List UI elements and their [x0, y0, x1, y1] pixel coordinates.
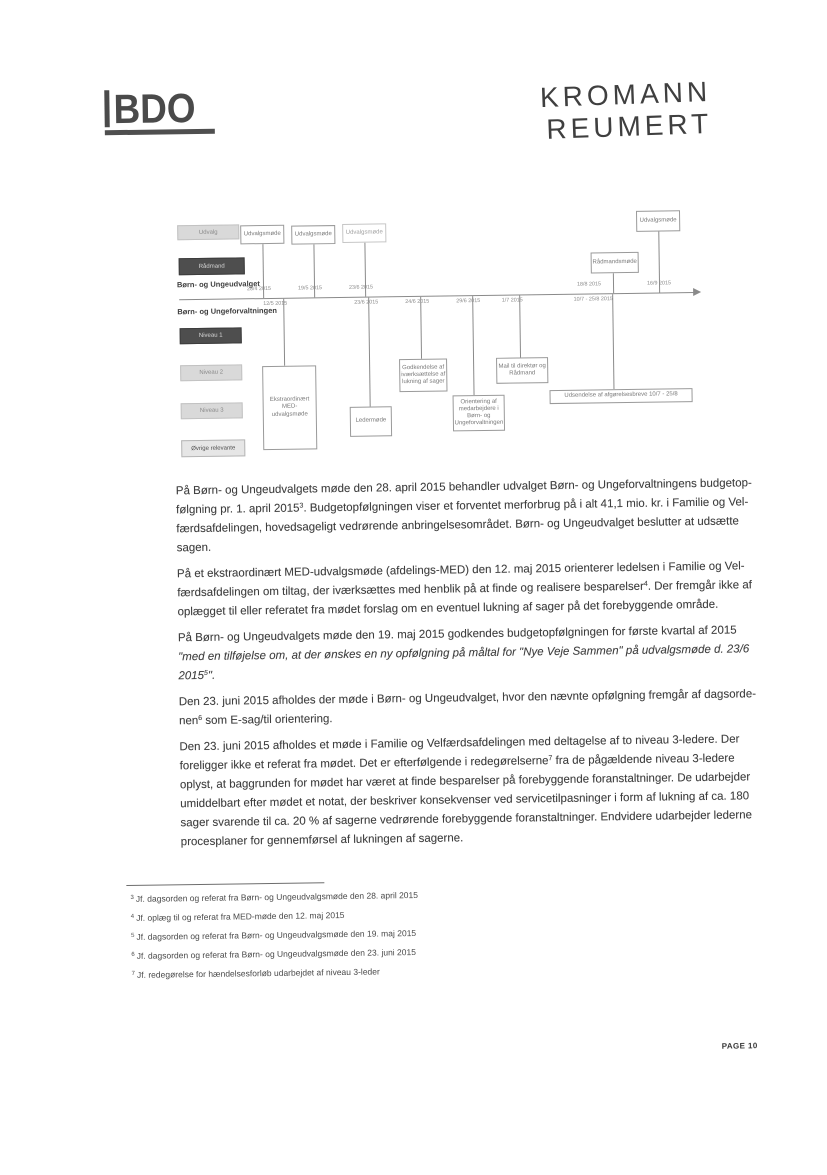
timeline-diagram — [174, 207, 809, 468]
event-box: Udvalgsmøde — [636, 210, 680, 232]
event-box: Orientering af medarbejdere i Børn- og Ungeforvaltningen — [453, 395, 505, 432]
kromann-reumert-logo — [539, 76, 712, 146]
legend-item: Udvalg — [177, 224, 239, 240]
text-line: færdsafdelingen om tiltag, der iværksættes med henblik på at finde og realisere besparelser$^4$. Der fremgår ikke af — [177, 579, 753, 600]
text-line: På Børn- og Ungeudvalgets møde den 19. maj 2015 godkendes budgetopfølgningen for første kvartal af 2015 — [177, 624, 737, 645]
text-line: oplægget til eller referatet fra mødet forslag om en eventuel lukning af sager på det forebyggende område. — [177, 598, 719, 619]
event-box: Ekstraordinært MED-udvalgsmøde — [262, 365, 317, 450]
text-line: foreligger ikke et referat fra mødet. Det er efterfølgende i redegørelserne$^7$ fra de pågældende niveau 3-ledere — [179, 752, 735, 773]
legend-item: Øvrige relevante — [181, 439, 245, 457]
lane-label-forvaltningen: Børn- og Ungeforvaltningen — [177, 305, 277, 317]
footnote: $^7$ Jf. redegørelse for hændelsesforløb udarbejdet af niveau 3-leder — [131, 966, 380, 980]
text-line: Den 23. juni 2015 afholdes et møde i Familie og Velfærdsafdelingen med deltagelse af to niveau 3-ledere. Der — [179, 733, 740, 754]
event-date: 29/6 2015 — [456, 298, 481, 305]
event-box: Mail til direktør og Rådmand — [496, 357, 548, 384]
event-box: Udvalgsmøde — [291, 225, 335, 245]
legend-item: Niveau 1 — [180, 327, 242, 344]
bdo-logo-text: BDO — [113, 84, 196, 133]
legend-item: Niveau 3 — [181, 402, 243, 419]
paragraph — [179, 730, 801, 853]
event-stem — [612, 294, 614, 389]
event-box: Rådmandsmøde — [591, 252, 639, 274]
text-line: oplyst, at baggrunden for mødet har været at finde besparelser på forebyggende foranstaltninger. De udarbejder — [179, 771, 751, 792]
event-box: Godkendelse af iværksættelse af lukning af sager — [399, 359, 447, 393]
text-line: sagen. — [176, 541, 212, 555]
text-line: På et ekstraordinært MED-udvalgsmøde (afdelings-MED) den 12. maj 2015 orienterer ledelsen i Familie og Vel- — [176, 560, 745, 581]
text-line: "med en tilføjelse om, at der ønskes en ny opfølgning på måltal for "Nye Veje Sammen" på udvalgsmøde d. 23/6 — [178, 643, 750, 664]
paragraph — [177, 557, 798, 623]
event-date: 24/6 2015 — [405, 299, 430, 305]
page-number: PAGE 10 — [721, 1041, 758, 1051]
text-line: færdsafdelingen, hovedsageligt vedrørende anbringelsesområdet. Børn- og Ungeudvalget beslutter at udsætte — [176, 515, 739, 536]
lane-label-udvalget: Børn- og Ungeudvalget — [176, 279, 260, 290]
footnote: $^3$ Jf. dagsorden og referat fra Børn- og Ungeudvalgsmøde den 28. april 2015 — [130, 889, 419, 904]
event-stem — [519, 295, 521, 357]
legend-item: Niveau 2 — [180, 364, 242, 381]
text-line: På Børn- og Ungeudvalgets møde den 28. april 2015 behandler udvalget Børn- og Ungeforvaltningens budgetop- — [175, 477, 752, 498]
event-date: 10/7 - 25/8 2015 — [573, 296, 613, 303]
event-stem — [420, 297, 422, 359]
bdo-logo-bar — [104, 90, 110, 127]
kromann-logo-line2: REUMERT — [545, 107, 713, 145]
event-stem — [368, 298, 371, 407]
event-date: 23/6 2015 — [348, 284, 374, 291]
event-stem — [283, 299, 285, 366]
bdo-logo — [104, 84, 215, 136]
footnote: $^5$ Jf. dagsorden og referat fra Børn- og Ungeudvalgsmøde den 19. maj 2015 — [131, 927, 417, 942]
event-box: Udvalgsmøde — [342, 223, 386, 243]
footnote-divider — [126, 882, 324, 886]
body-text — [176, 474, 801, 860]
paragraph — [179, 685, 799, 732]
event-stem — [472, 296, 474, 395]
event-date: 19/5 2015 — [297, 285, 323, 292]
text-line: nen$^6$ som E-sag/til orientering. — [178, 713, 333, 728]
text-line: umiddelbart efter mødet et notat, der beskriver konsekvenser ved servicetilpasninger i form af lukning af ca. 180 — [180, 790, 750, 811]
event-date: 16/9 2015 — [646, 280, 672, 287]
text-line: procesplaner for gennemførsel af lukningen af sagerne. — [180, 832, 464, 849]
kromann-logo-line1: KROMANN — [539, 75, 712, 114]
timeline-arrowhead-icon — [693, 288, 701, 296]
event-box: Udsendelse af afgørelsesbreve 10/7 - 25/8 — [549, 388, 692, 404]
paragraph — [178, 621, 799, 687]
footnote: $^4$ Jf. oplæg til og referat fra MED-møde den 12. maj 2015 — [130, 909, 345, 923]
footnote: $^6$ Jf. dagsorden og referat fra Børn- og Ungeudvalgsmøde den 23. juni 2015 — [131, 946, 416, 961]
text-line: følgning pr. 1. april 2015$^3$. Budgetopfølgningen viser et forventet merforbrug på i alt 41,1 mio. kr. i Familie og Vel- — [176, 496, 749, 517]
event-date: 23/6 2015 — [354, 299, 379, 306]
footnotes — [130, 886, 419, 985]
event-box: Udvalgsmøde — [240, 225, 284, 245]
event-box: Ledermøde — [350, 406, 392, 437]
legend-item: Rådmand — [179, 257, 245, 275]
event-date: 12/5 2015 — [263, 301, 288, 307]
text-line: Den 23. juni 2015 afholdes der møde i Børn- og Ungeudvalget, hvor den nævnte opfølgning fremgår af dagsorde- — [178, 688, 757, 709]
paragraph — [176, 474, 797, 559]
event-date: 18/8 2015 — [576, 281, 602, 288]
event-date: 1/7 2015 — [501, 297, 523, 304]
text-line: sager svarende til ca. 20 % af sagerne vedrørende forebyggende foranstaltninger. Endvidere udarbejder lederne — [180, 809, 753, 830]
event-date: 28/4 2015 — [246, 286, 272, 293]
text-line: 2015$^5$". — [178, 669, 216, 683]
